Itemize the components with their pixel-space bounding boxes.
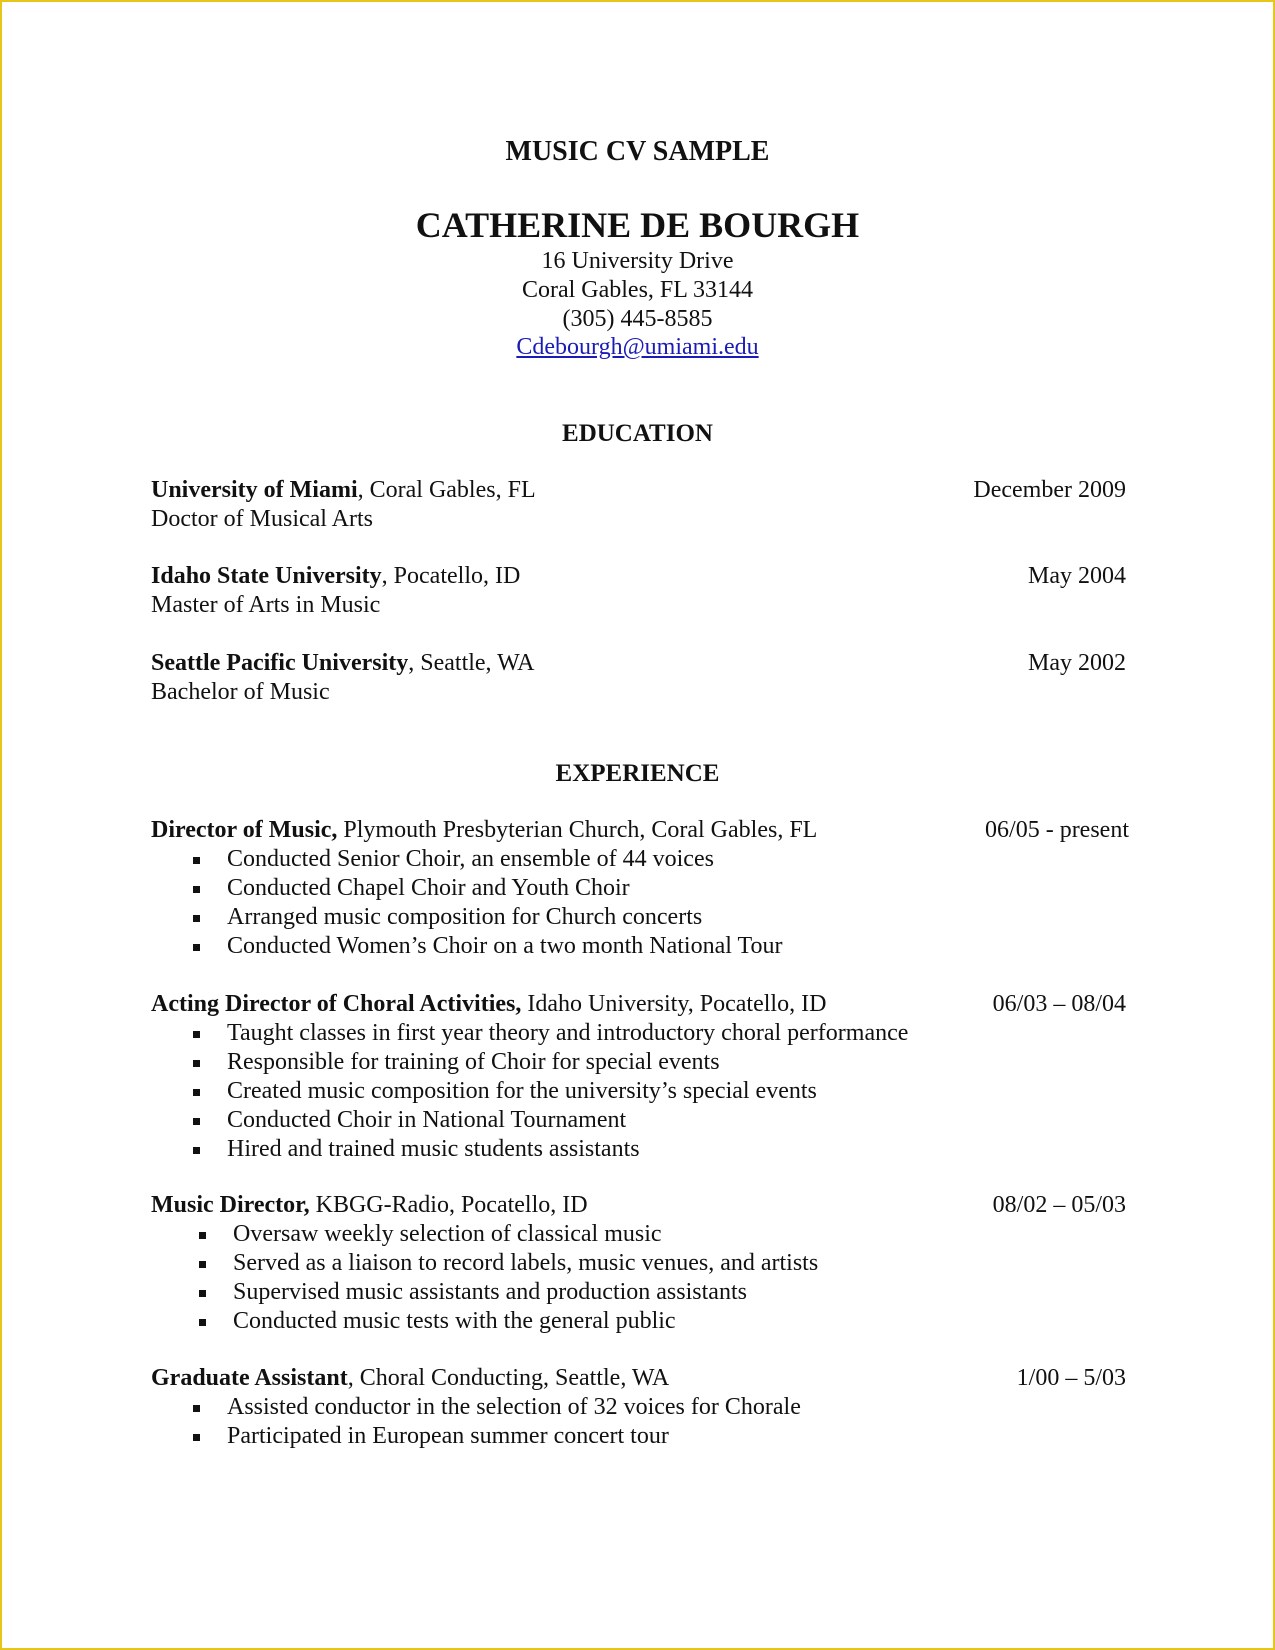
duty-text: Hired and trained music students assistants [227, 1136, 640, 1162]
bullet-icon [193, 1031, 200, 1038]
address-line-1: 16 University Drive [541, 248, 734, 274]
duty-text: Oversaw weekly selection of classical music [233, 1221, 662, 1247]
list-item [151, 903, 1126, 932]
list-item [151, 1220, 1126, 1249]
list-item [151, 874, 1126, 903]
list-item [151, 1422, 1126, 1451]
education-heading: EDUCATION [562, 420, 713, 447]
experience-heading: EXPERIENCE [555, 760, 720, 787]
bullet-icon [199, 1261, 206, 1268]
duty-text: Responsible for training of Choir for special events [227, 1049, 720, 1075]
address-line-2: Coral Gables, FL 33144 [521, 277, 754, 303]
degree: Master of Arts in Music [151, 592, 381, 618]
list-item [151, 1135, 1126, 1164]
education-date: December 2009 [973, 477, 1126, 503]
list-item [151, 1393, 1126, 1422]
duty-list [151, 1393, 1126, 1451]
degree: Doctor of Musical Arts [151, 506, 373, 532]
education-date: May 2004 [1028, 563, 1126, 589]
list-item [151, 932, 1126, 961]
list-item [151, 845, 1126, 874]
phone-number: (305) 445-8585 [562, 306, 713, 332]
duty-list [151, 845, 1126, 961]
job-organization: Idaho University, Pocatello, ID [521, 991, 827, 1017]
job-role: Graduate Assistant [151, 1365, 348, 1391]
job-role: Director of Music, [151, 817, 338, 843]
bullet-icon [193, 1118, 200, 1125]
bullet-icon [193, 857, 200, 864]
education-date: May 2002 [1028, 650, 1126, 676]
list-item [151, 1019, 1126, 1048]
school-location: , Pocatello, ID [381, 563, 521, 589]
list-item [151, 1249, 1126, 1278]
experience-entry [151, 1364, 1126, 1451]
school-location: , Coral Gables, FL [357, 477, 536, 503]
job-date: 06/03 – 08/04 [992, 991, 1126, 1017]
bullet-icon [199, 1232, 206, 1239]
duty-text: Conducted Chapel Choir and Youth Choir [227, 875, 630, 901]
candidate-name: CATHERINE DE BOURGH [415, 205, 860, 245]
email-link[interactable]: Cdebourgh@umiami.edu [516, 334, 759, 360]
job-role: Acting Director of Choral Activities, [151, 991, 522, 1017]
duty-text: Assisted conductor in the selection of 32 voices for Chorale [227, 1394, 801, 1420]
job-organization: Plymouth Presbyterian Church, Coral Gables, FL [337, 817, 818, 843]
bullet-icon [199, 1319, 206, 1326]
bullet-icon [193, 944, 200, 951]
experience-entry [151, 1191, 1126, 1336]
duty-text: Served as a liaison to record labels, music venues, and artists [233, 1250, 819, 1276]
list-item [151, 1307, 1126, 1336]
bullet-icon [193, 1434, 200, 1441]
job-date: 1/00 – 5/03 [1016, 1365, 1126, 1391]
duty-list [151, 1220, 1126, 1336]
experience-entry [151, 990, 1126, 1164]
bullet-icon [199, 1290, 206, 1297]
school-name: Idaho State University [151, 563, 382, 589]
education-entry [151, 476, 1126, 534]
duty-text: Conducted Choir in National Tournament [227, 1107, 627, 1133]
job-date: 06/05 - present [985, 817, 1129, 843]
duty-list [151, 1019, 1126, 1164]
job-organization: KBGG-Radio, Pocatello, ID [309, 1192, 588, 1218]
duty-text: Taught classes in first year theory and introductory choral performance [227, 1020, 909, 1046]
duty-text: Created music composition for the university’s special events [227, 1078, 817, 1104]
bullet-icon [193, 1405, 200, 1412]
duty-text: Participated in European summer concert tour [227, 1423, 669, 1449]
duty-text: Conducted Women’s Choir on a two month National Tour [227, 933, 783, 959]
list-item [151, 1077, 1126, 1106]
duty-text: Conducted Senior Choir, an ensemble of 44 voices [227, 846, 714, 872]
school-location: , Seattle, WA [408, 650, 535, 676]
education-entry [151, 649, 1126, 707]
email-line [2, 334, 1273, 361]
school-name: University of Miami [151, 477, 358, 503]
bullet-icon [193, 1089, 200, 1096]
school-name: Seattle Pacific University [151, 650, 409, 676]
experience-entry [151, 816, 1129, 961]
document-title: MUSIC CV SAMPLE [505, 136, 770, 167]
list-item [151, 1278, 1126, 1307]
duty-text: Supervised music assistants and production assistants [233, 1279, 747, 1305]
duty-text: Conducted music tests with the general public [233, 1308, 676, 1334]
bullet-icon [193, 1147, 200, 1154]
duty-text: Arranged music composition for Church concerts [227, 904, 703, 930]
degree: Bachelor of Music [151, 679, 330, 705]
bullet-icon [193, 886, 200, 893]
list-item [151, 1106, 1126, 1135]
job-role: Music Director, [151, 1192, 310, 1218]
list-item [151, 1048, 1126, 1077]
job-organization: , Choral Conducting, Seattle, WA [347, 1365, 670, 1391]
bullet-icon [193, 915, 200, 922]
education-entry [151, 562, 1126, 620]
job-date: 08/02 – 05/03 [992, 1192, 1126, 1218]
bullet-icon [193, 1060, 200, 1067]
